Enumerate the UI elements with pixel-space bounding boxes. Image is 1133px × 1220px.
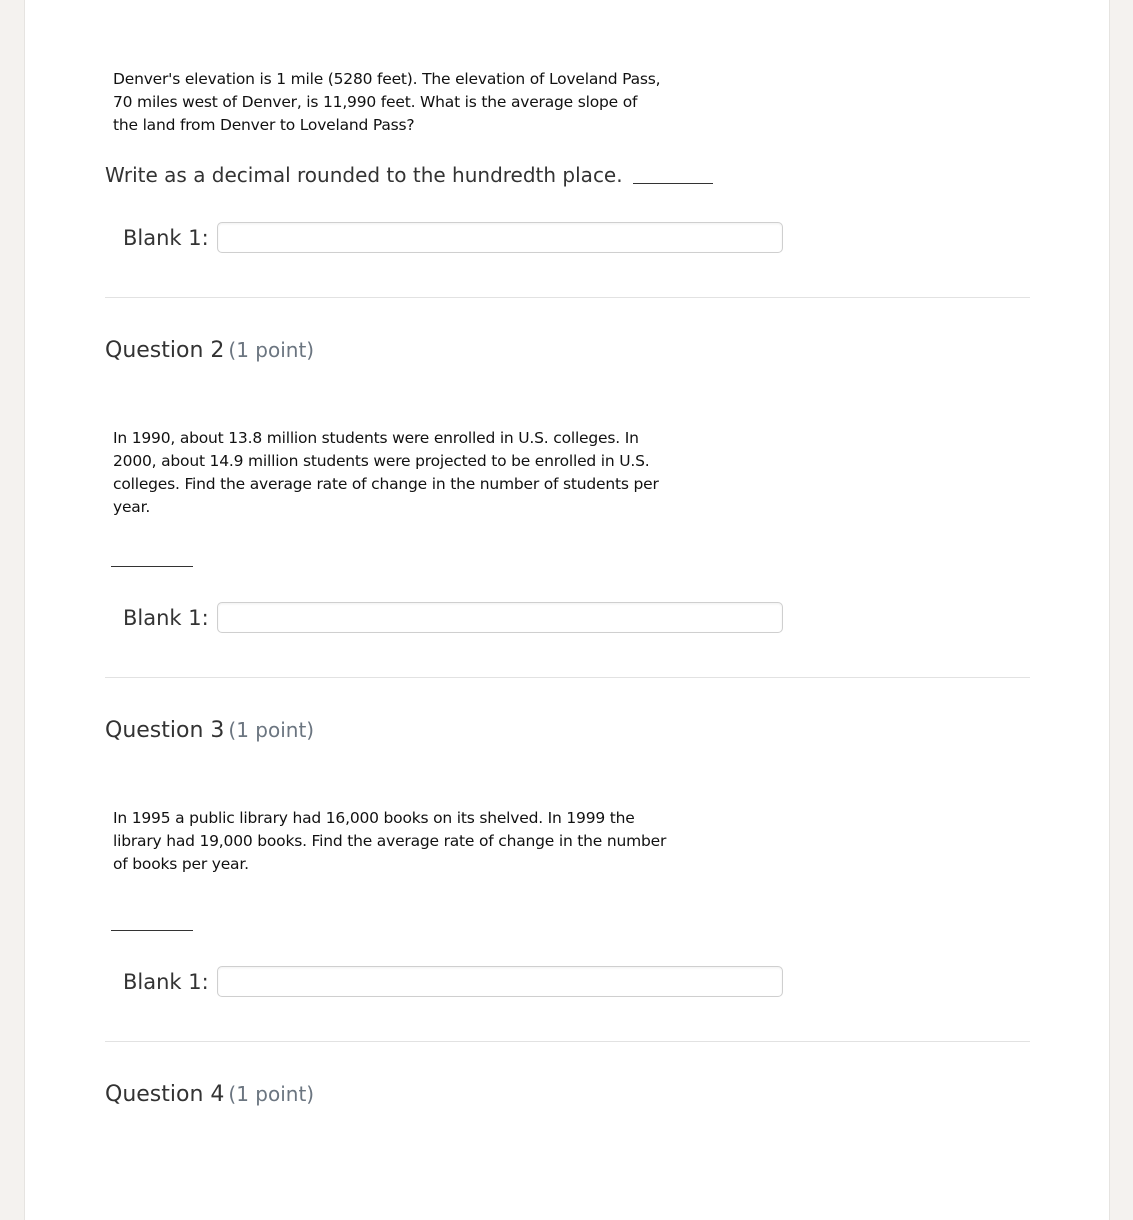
question-2-problem-line: colleges. Find the average rate of change in the number of students per [113,475,659,493]
question-3-problem-line: of books per year. [113,855,249,873]
question-1-problem-line: the land from Denver to Loveland Pass? [113,116,415,134]
question-2-title: Question 2 [105,338,225,363]
question-2-problem-image [113,427,733,519]
question-4-title: Question 4 [105,1082,225,1107]
question-3-blank-1-input[interactable] [217,966,783,997]
question-3-heading [105,718,314,743]
question-4-heading [105,1082,314,1107]
question-divider [105,677,1030,678]
question-3-points: (1 point) [228,718,315,742]
question-1-instruction [105,163,713,187]
question-2-problem-line: year. [113,498,151,516]
question-2-blank-1-input[interactable] [217,602,783,633]
question-4-points: (1 point) [228,1082,315,1106]
question-3-problem-image [113,807,733,876]
answer-underline [111,930,193,931]
question-3-blank-label: Blank 1: [123,970,209,994]
question-2-blank-label: Blank 1: [123,606,209,630]
answer-underline [111,566,193,567]
question-1-problem-image [113,68,733,137]
question-1-blank-label: Blank 1: [123,226,209,250]
question-2-heading [105,338,314,363]
question-divider [105,1041,1030,1042]
quiz-page [24,0,1110,1220]
answer-underline [633,183,713,184]
question-1-problem-line: 70 miles west of Denver, is 11,990 feet. What is the average slope of [113,93,638,111]
question-3-problem-line: library had 19,000 books. Find the average rate of change in the number [113,832,667,850]
question-3-problem-line: In 1995 a public library had 16,000 books on its shelved. In 1999 the [113,809,635,827]
question-3-title: Question 3 [105,718,225,743]
question-2-problem-line: In 1990, about 13.8 million students were enrolled in U.S. colleges. In [113,429,639,447]
question-1-problem-line: Denver's elevation is 1 mile (5280 feet). The elevation of Loveland Pass, [113,70,661,88]
question-2-problem-line: 2000, about 14.9 million students were projected to be enrolled in U.S. [113,452,650,470]
question-divider [105,297,1030,298]
question-1-instruction-text: Write as a decimal rounded to the hundredth place. [105,163,623,187]
question-2-points: (1 point) [228,338,315,362]
question-1-blank-1-input[interactable] [217,222,783,253]
